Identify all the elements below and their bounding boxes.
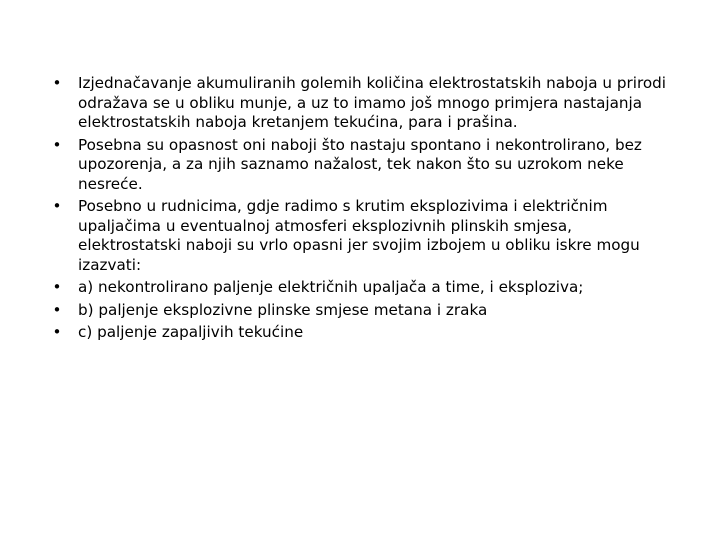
bullet-item	[50, 136, 670, 195]
bullet-list	[50, 74, 670, 346]
bullet-text: Izjednačavanje akumuliranih golemih količina elektrostatskih naboja u prirodi odražava se u obliku munje, a uz to imamo još mnogo primjera nastajanja elektrostatskih naboja kretanjem tekućina, para i prašina.	[78, 74, 667, 131]
bullet-item	[50, 278, 670, 298]
bullet-icon: •	[52, 300, 62, 319]
bullet-icon: •	[52, 135, 62, 154]
bullet-icon: •	[52, 197, 62, 215]
bullet-text: c) paljenje zapaljivih tekućine	[78, 323, 304, 341]
bullet-item	[50, 323, 670, 343]
bullet-text: Posebno u rudnicima, gdje radimo s krutim eksplozivima i električnim upaljačima u eventualnoj atmosferi eksplozivnih plinskih smjesa, elektrostatski naboji su vrlo opasni jer svojim izbojem u obliku iskre mogu izazvati:	[78, 197, 640, 274]
bullet-text: a) nekontrolirano paljenje električnih upaljača a time, i eksploziva;	[78, 278, 584, 296]
bullet-text: Posebna su opasnost oni naboji što nastaju spontano i nekontrolirano, bez upozorenja, a za njih saznamo nažalost, tek nakon što su uzrokom neke nesreće.	[78, 135, 642, 193]
bullet-item	[50, 74, 670, 133]
bullet-icon: •	[52, 323, 62, 341]
bullet-icon: •	[52, 74, 62, 92]
bullet-item	[50, 197, 670, 275]
bullet-icon: •	[52, 278, 62, 296]
bullet-item	[50, 301, 670, 321]
bullet-text: b) paljenje eksplozivne plinske smjese metana i zraka	[78, 300, 488, 319]
